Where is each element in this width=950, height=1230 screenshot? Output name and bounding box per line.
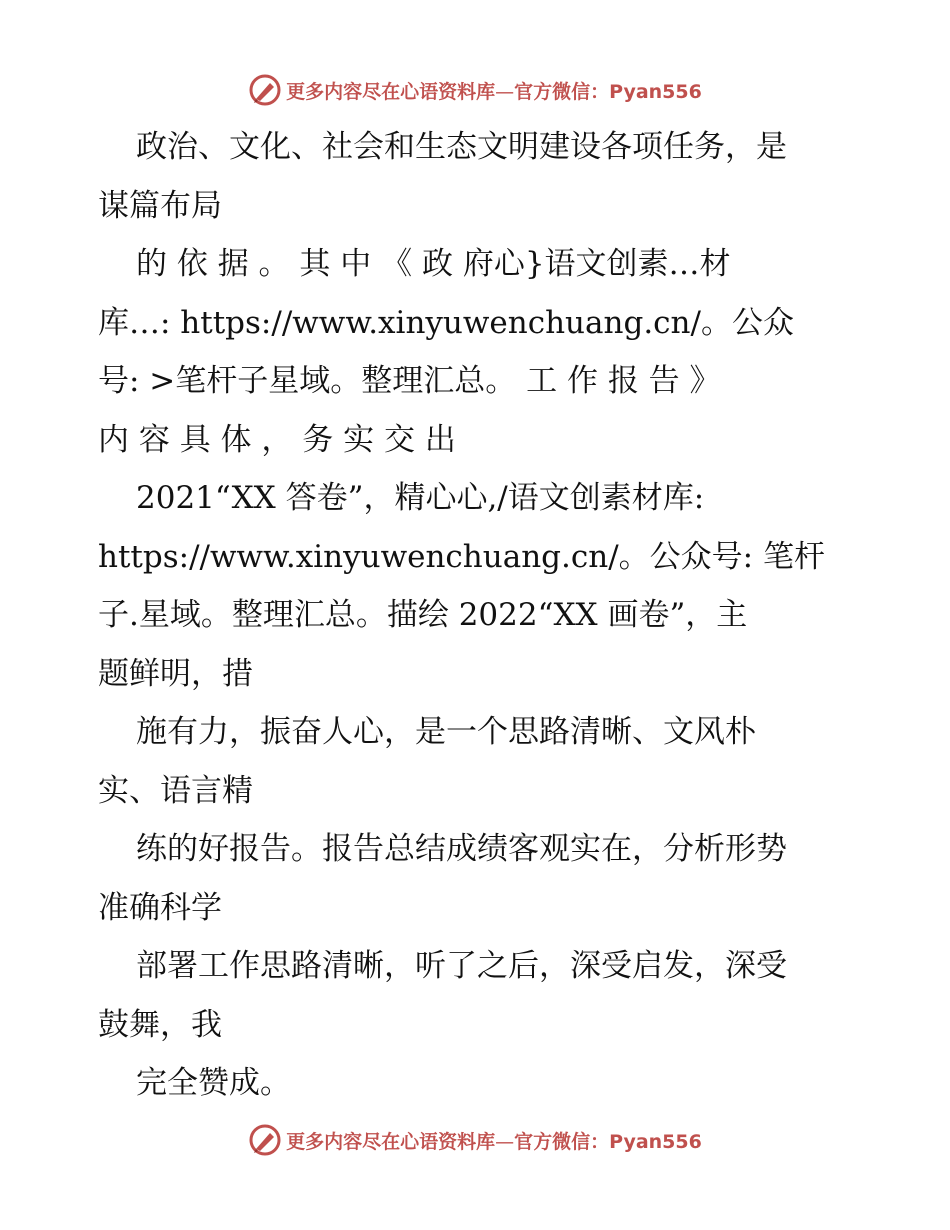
body-line: 题鲜明，措	[98, 655, 253, 692]
body-line: 库…: https://www.xinyuwenchuang.cn/。公众	[98, 304, 794, 341]
body-line: 练的好报告。报告总结成绩客观实在，分析形势	[136, 831, 787, 867]
body-line: 谋篇布局	[98, 187, 222, 224]
body-line: 鼓舞，我	[98, 1006, 222, 1043]
body-line: 内 容 具 体 ， 务 实 交 出	[98, 421, 456, 458]
body-line: 准确科学	[98, 889, 222, 926]
footer-banner-text	[286, 1127, 702, 1154]
footer-banner-separator: —	[495, 1130, 515, 1153]
body-line: 子.星域。整理汇总。描绘 2022“XX 画卷”，主	[98, 597, 748, 633]
body-line: https://www.xinyuwenchuang.cn/。公众号: 笔杆	[98, 538, 825, 575]
header-banner-main: 更多内容尽在心语资料库	[286, 80, 496, 103]
pen-logo-icon	[248, 1123, 282, 1157]
pen-logo-icon	[248, 73, 282, 107]
header-banner-separator: —	[495, 80, 515, 103]
header-banner	[0, 70, 950, 110]
document-body	[98, 118, 858, 1113]
header-banner-text	[286, 77, 702, 104]
body-line: 2021“XX 答卷”，精心心,/语文创素材库:	[136, 480, 705, 516]
body-line: 政治、文化、社会和生态文明建设各项任务，是	[136, 129, 787, 165]
body-line: 施有力，振奋人心，是一个思路清晰、文风朴	[136, 714, 756, 750]
footer-banner-main: 更多内容尽在心语资料库	[286, 1130, 496, 1153]
footer-banner-wechat: 官方微信：Pyan556	[514, 1130, 702, 1153]
footer-banner	[0, 1120, 950, 1160]
header-banner-wechat: 官方微信：Pyan556	[514, 80, 702, 103]
body-line: 完全赞成。	[136, 1065, 291, 1101]
body-line: 号: >笔杆子星域。整理汇总。 工 作 报 告 》	[98, 363, 721, 399]
body-line: 的 依 据 。 其 中 《 政 府心}语文创素…材	[136, 246, 731, 282]
body-line: 部署工作思路清晰，听了之后，深受启发，深受	[136, 948, 787, 984]
body-line: 实、语言精	[98, 772, 253, 809]
